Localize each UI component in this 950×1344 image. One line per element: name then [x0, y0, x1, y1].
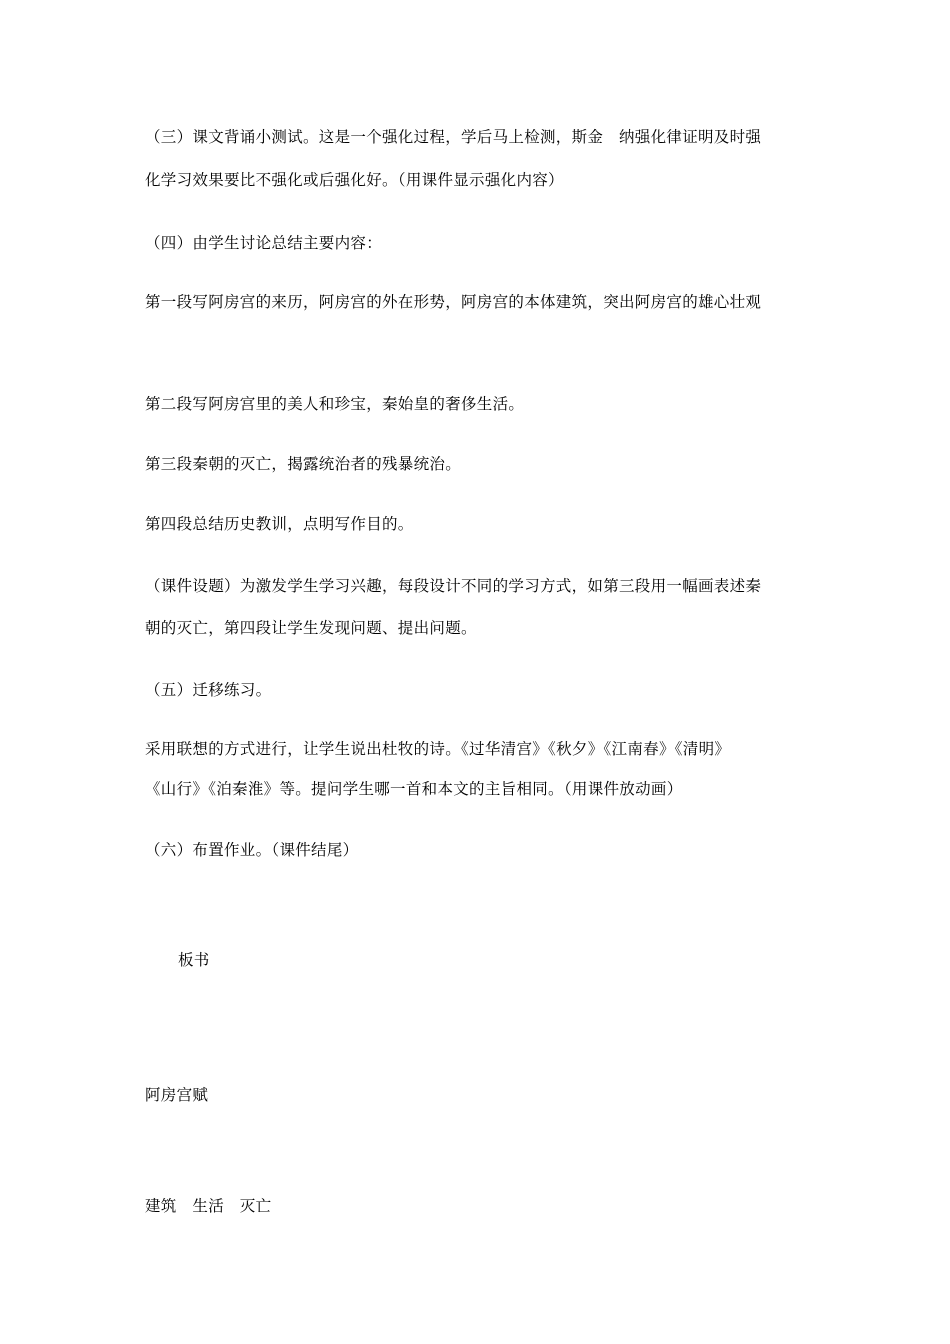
section-heading: （四）由学生讨论总结主要内容： [145, 234, 383, 252]
section-heading: （六）布置作业。（课件结尾） [145, 841, 359, 859]
paragraph-line: 采用联想的方式进行，让学生说出杜牧的诗。《过华清宫》《秋夕》《江南春》《清明》 [145, 740, 731, 758]
section-heading: （五）迁移练习。 [145, 681, 272, 699]
paragraph-line: 《山行》《泊秦淮》等。提问学生哪一首和本文的主旨相同。（用课件放动画） [145, 780, 683, 798]
paragraph-line: 第三段秦朝的灭亡，揭露统治者的残暴统治。 [145, 455, 462, 473]
paragraph-line: 第一段写阿房宫的来历，阿房宫的外在形势，阿房宫的本体建筑，突出阿房宫的雄心壮观 [145, 293, 762, 311]
paragraph-line: 化学习效果要比不强化或后强化好。（用课件显示强化内容） [145, 171, 564, 189]
blackboard-title: 阿房宫赋 [145, 1086, 209, 1104]
paragraph-line: 第二段写阿房宫里的美人和珍宝，秦始皇的奢侈生活。 [145, 395, 525, 413]
blackboard-heading: 板书 [178, 951, 210, 969]
blackboard-topics: 建筑 生活 灭亡 [145, 1197, 272, 1215]
paragraph-line: 第四段总结历史教训，点明写作目的。 [145, 515, 414, 533]
paragraph-line: 朝的灭亡，第四段让学生发现问题、提出问题。 [145, 619, 477, 637]
paragraph-line: （课件设题）为激发学生学习兴趣，每段设计不同的学习方式，如第三段用一幅画表述秦 [145, 577, 762, 595]
paragraph-line: （三）课文背诵小测试。这是一个强化过程，学后马上检测，斯金 纳强化律证明及时强 [145, 128, 762, 146]
